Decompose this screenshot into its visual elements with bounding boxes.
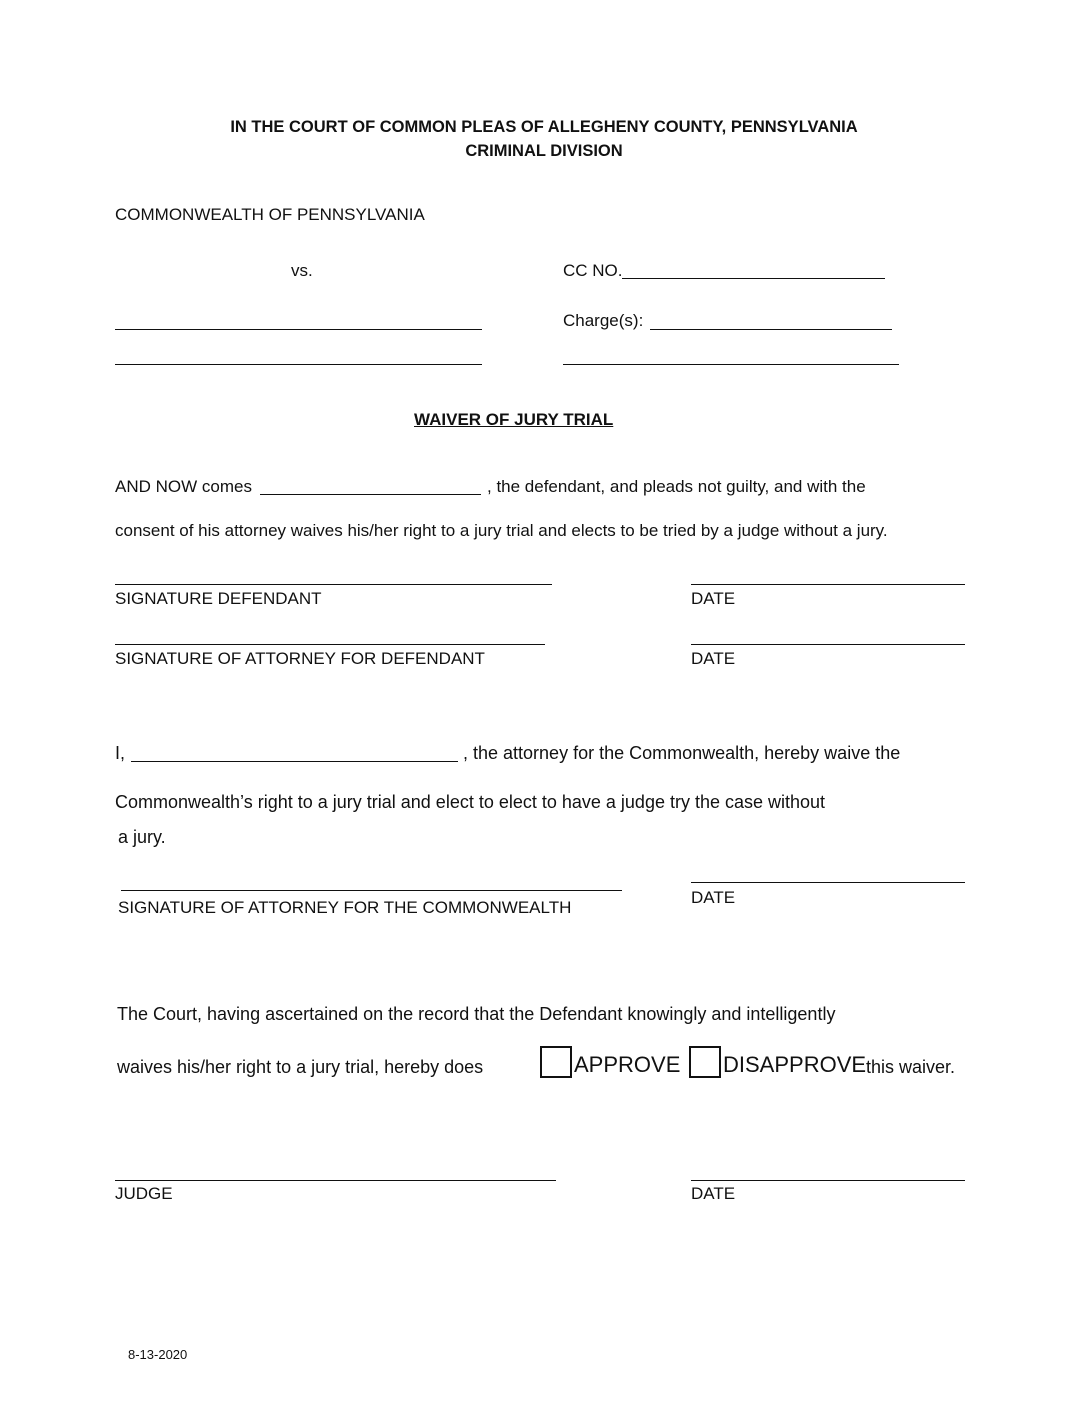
versus-label: vs. — [291, 261, 313, 280]
judge-signature-line[interactable] — [115, 1180, 556, 1181]
commonwealth-statement-line2: Commonwealth’s right to a jury trial and elect to elect to have a judge try the case without — [115, 792, 826, 812]
defendant-name-field-2[interactable] — [115, 364, 482, 365]
charges-field-2[interactable] — [563, 364, 899, 365]
commonwealth-statement-line3: a jury. — [118, 827, 166, 847]
defendant-name-blank[interactable] — [260, 494, 481, 495]
revision-date: 8-13-2020 — [128, 1347, 188, 1362]
date-label-1: DATE — [691, 589, 736, 608]
signature-commonwealth-line[interactable] — [121, 890, 622, 891]
commonwealth-statement-suffix: , the attorney for the Commonwealth, hereby waive the — [463, 743, 901, 763]
court-statement-suffix: this waiver. — [866, 1057, 956, 1077]
cc-no-label: CC NO. — [563, 261, 623, 280]
signature-defendant-line[interactable] — [115, 584, 552, 585]
form-title: WAIVER OF JURY TRIAL — [414, 410, 614, 429]
court-statement-prefix: waives his/her right to a jury trial, hereby does — [117, 1057, 484, 1077]
date-line-3[interactable] — [691, 882, 965, 883]
date-label-3: DATE — [691, 888, 736, 907]
disapprove-checkbox[interactable] — [689, 1046, 721, 1078]
date-label-4: DATE — [691, 1184, 736, 1203]
defendant-name-field-1[interactable] — [115, 329, 482, 330]
division-heading: CRIMINAL DIVISION — [465, 142, 623, 160]
approve-checkbox[interactable] — [540, 1046, 572, 1078]
commonwealth-statement-prefix: I, — [115, 743, 126, 763]
approve-label: APPROVE — [574, 1052, 681, 1077]
signature-commonwealth-label: SIGNATURE OF ATTORNEY FOR THE COMMONWEALTH — [118, 898, 572, 917]
defendant-statement-prefix: AND NOW comes — [115, 477, 252, 496]
court-heading: IN THE COURT OF COMMON PLEAS OF ALLEGHENY COUNTY, PENNSYLVANIA — [230, 118, 858, 136]
charges-label: Charge(s): — [563, 311, 644, 330]
date-line-2[interactable] — [691, 644, 965, 645]
signature-attorney-label: SIGNATURE OF ATTORNEY FOR DEFENDANT — [115, 649, 485, 668]
signature-attorney-line[interactable] — [115, 644, 545, 645]
defendant-statement-line2: consent of his attorney waives his/her right to a jury trial and elects to be tried by a judge without a jury. — [115, 521, 888, 540]
plaintiff-name: COMMONWEALTH OF PENNSYLVANIA — [115, 205, 425, 224]
date-line-4[interactable] — [691, 1180, 965, 1181]
charges-field-1[interactable] — [650, 329, 892, 330]
court-statement-line1: The Court, having ascertained on the record that the Defendant knowingly and intelligently — [117, 1004, 836, 1024]
disapprove-label: DISAPPROVE — [723, 1052, 867, 1077]
date-label-2: DATE — [691, 649, 736, 668]
signature-defendant-label: SIGNATURE DEFENDANT — [115, 589, 322, 608]
date-line-1[interactable] — [691, 584, 965, 585]
judge-label: JUDGE — [115, 1184, 173, 1203]
commonwealth-attorney-name-blank[interactable] — [131, 761, 458, 762]
cc-no-field[interactable] — [622, 278, 885, 279]
defendant-statement-suffix: , the defendant, and pleads not guilty, and with the — [487, 477, 866, 496]
